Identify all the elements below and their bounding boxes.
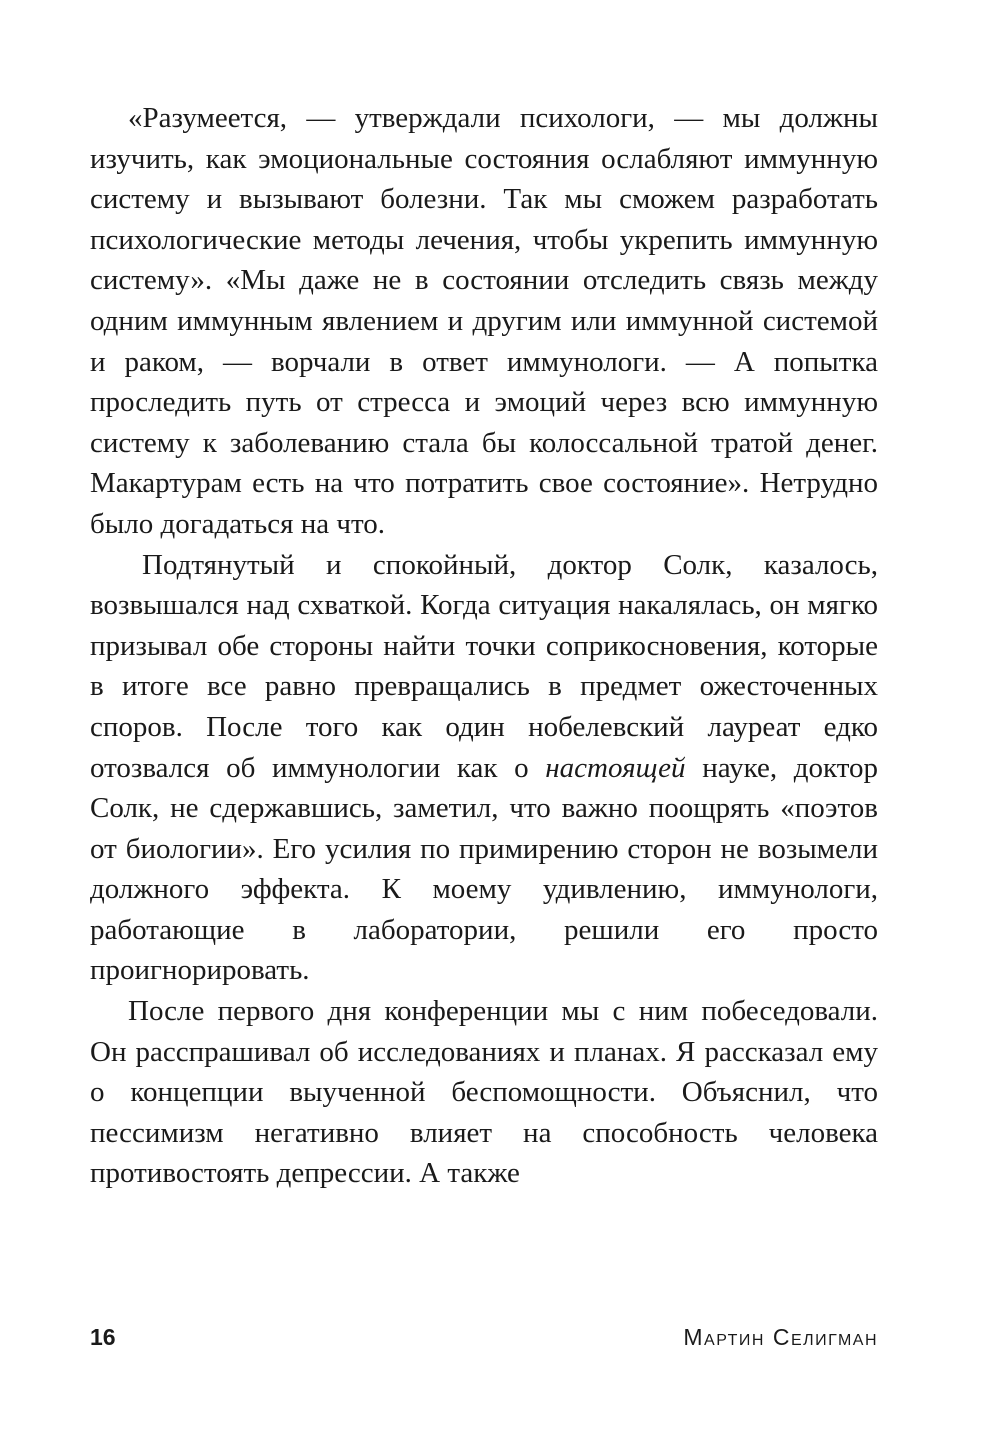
paragraph-3: После первого дня конференции мы с ним побеседовали. Он расспрашивал об исследованиях и планах. Я рассказал ему о концепции выученной беспомощности. Объяснил, что пессимизм негативно влияет на способность человека противостоять депрессии. А также [90,995,878,1190]
main-text [90,98,878,1194]
paragraph-2-end: науке, доктор Солк, не сдержавшись, заметил, что важно поощрять «поэтов от биологии». Его усилия по примирению сторон не возымели должного эффекта. К моему удивлению, иммунологи, работающие в лаборатории, решили его просто проигнорировать. [90,751,878,987]
running-footer-author: Мартин Селигман [683,1324,878,1350]
paragraph-2-emphasis: настоящей [545,751,686,784]
paragraph-2 [90,545,878,992]
page-number: 16 [90,1324,116,1350]
paragraph-2-start: Подтянутый и спокойный, доктор Солк, казалось, возвышался над схваткой. Когда ситуация накалялась, он мягко призывал обе стороны найти точки соприкосновения, которые в итоге все равно превращались в предмет ожесточенных споров. После того как один нобелевский лауреат едко отозвался об иммунологии как о [90,548,878,784]
paragraph-1: «Разумеется, — утверждали психологи, — мы должны изучить, как эмоциональные состояния ослабляют иммунную систему и вызывают болезни. Так мы сможем разработать психологические методы лечения, чтобы укрепить иммунную систему». «Мы даже не в состоянии отследить связь между одним иммунным явлением и другим или иммунной системой и раком, — ворчали в ответ иммунологи. — А попытка проследить путь от стресса и эмоций через всю иммунную систему к заболеванию стала бы колоссальной тратой денег. Макартурам есть на что потратить свое состояние». Нетрудно было догадаться на что. [90,102,878,540]
